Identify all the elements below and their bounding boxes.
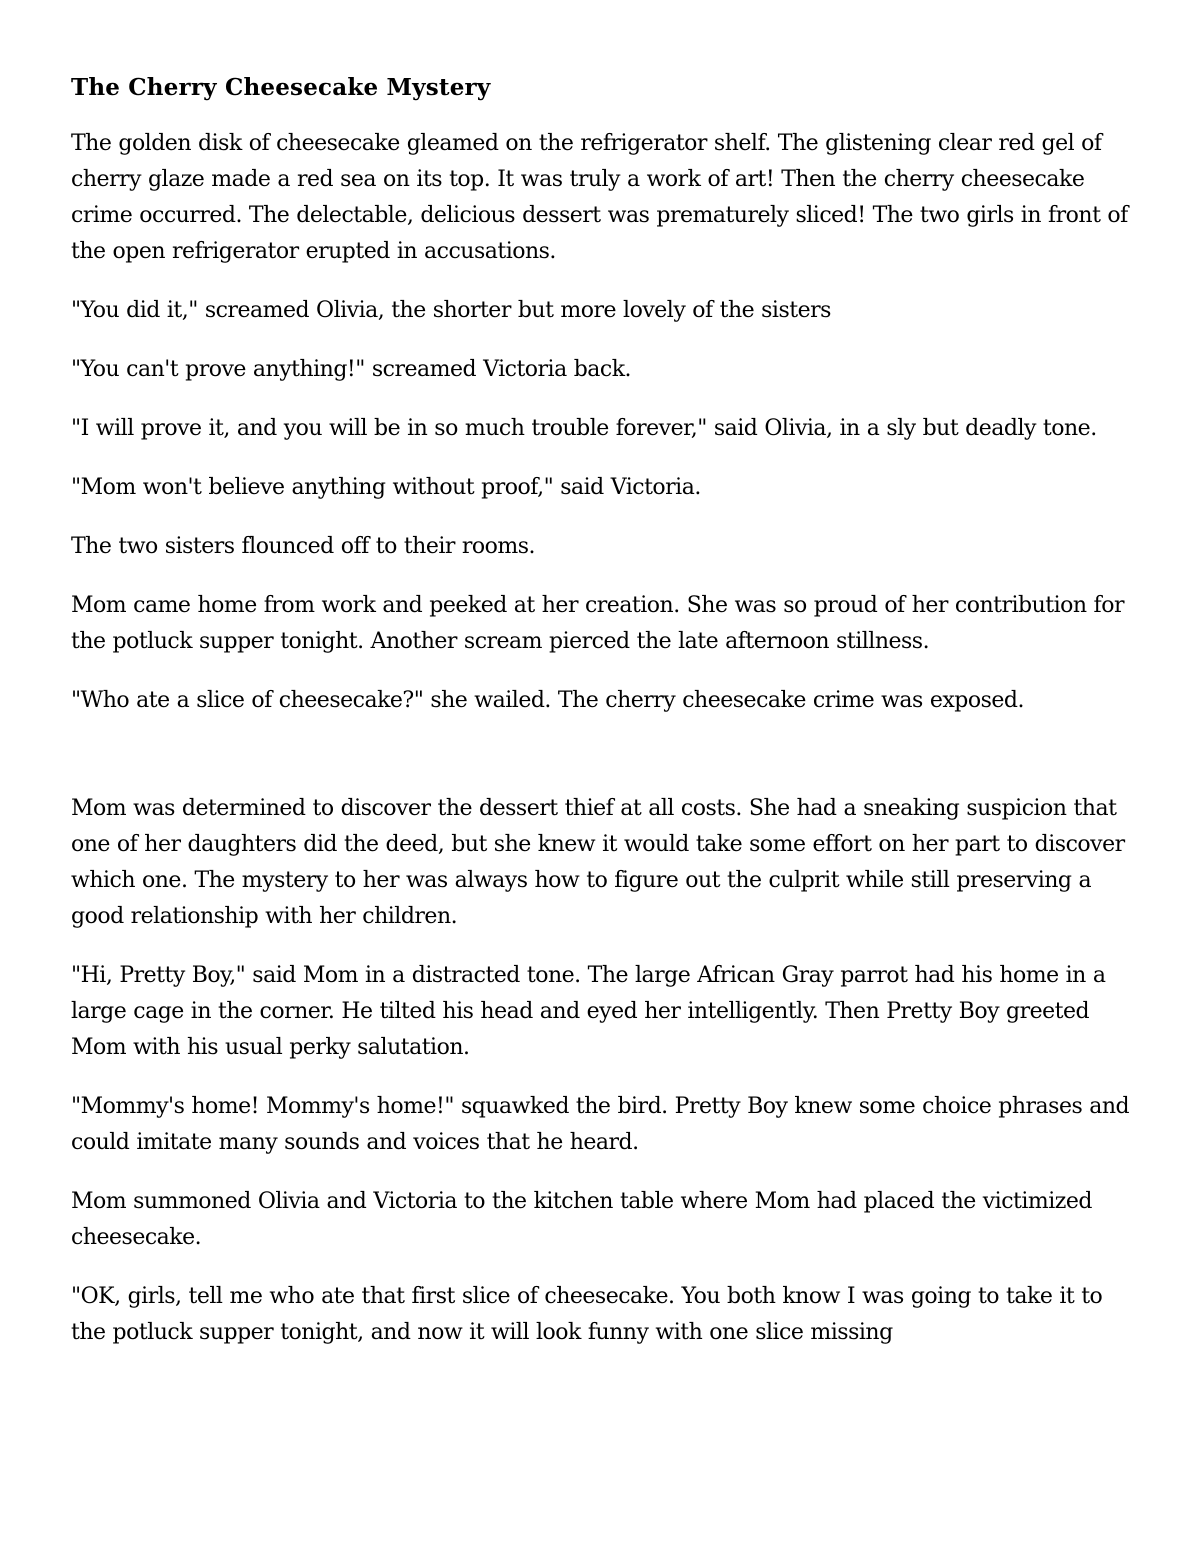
paragraph: Mom summoned Olivia and Victoria to the kitchen table where Mom had placed the victimized cheesecake. bbox=[71, 1189, 1093, 1250]
paragraph: Mom came home from work and peeked at her creation. She was so proud of her contribution for the potluck supper tonight. Another scream pierced the late afternoon stillness. bbox=[71, 593, 1124, 654]
paragraph: "Who ate a slice of cheesecake?" she wailed. The cherry cheesecake crime was exposed. bbox=[71, 688, 1024, 713]
paragraph: "Mommy's home! Mommy's home!" squawked the bird. Pretty Boy knew some choice phrases and could imitate many sounds and voices that he heard. bbox=[71, 1094, 1130, 1155]
paragraph: The golden disk of cheesecake gleamed on the refrigerator shelf. The glistening clear red gel of cherry glaze made a red sea on its top. It was truly a work of art! Then the cherry cheesecake crime occurred. The delectable, delicious dessert was prematurely sliced! The two girls in front of the open refrigerator erupted in accusations. bbox=[71, 131, 1128, 264]
paragraph: "OK, girls, tell me who ate that first slice of cheesecake. You both know I was going to take it to the potluck supper tonight, and now it will look funny with one slice missing bbox=[71, 1284, 1103, 1345]
paragraph: "Mom won't believe anything without proof," said Victoria. bbox=[71, 475, 701, 500]
paragraph: "I will prove it, and you will be in so much trouble forever," said Olivia, in a sly but deadly tone. bbox=[71, 416, 1097, 441]
paragraph: Mom was determined to discover the dessert thief at all costs. She had a sneaking suspicion that one of her daughters did the deed, but she knew it would take some effort on her part to discover which one. The mystery to her was always how to figure out the culprit while still preserving a good relationship with her children. bbox=[71, 796, 1125, 929]
paragraph: "Hi, Pretty Boy," said Mom in a distracted tone. The large African Gray parrot had his home in a large cage in the corner. He tilted his head and eyed her intelligently. Then Pretty Boy greeted Mom with his usual perky salutation. bbox=[71, 963, 1106, 1060]
document-title: The Cherry Cheesecake Mystery bbox=[71, 74, 491, 101]
document-page bbox=[71, 72, 1131, 1374]
blank-line bbox=[71, 742, 1131, 791]
paragraph: The two sisters flounced off to their rooms. bbox=[71, 534, 536, 559]
paragraph: "You can't prove anything!" screamed Victoria back. bbox=[71, 357, 632, 382]
paragraph: "You did it," screamed Olivia, the shorter but more lovely of the sisters bbox=[71, 298, 831, 323]
